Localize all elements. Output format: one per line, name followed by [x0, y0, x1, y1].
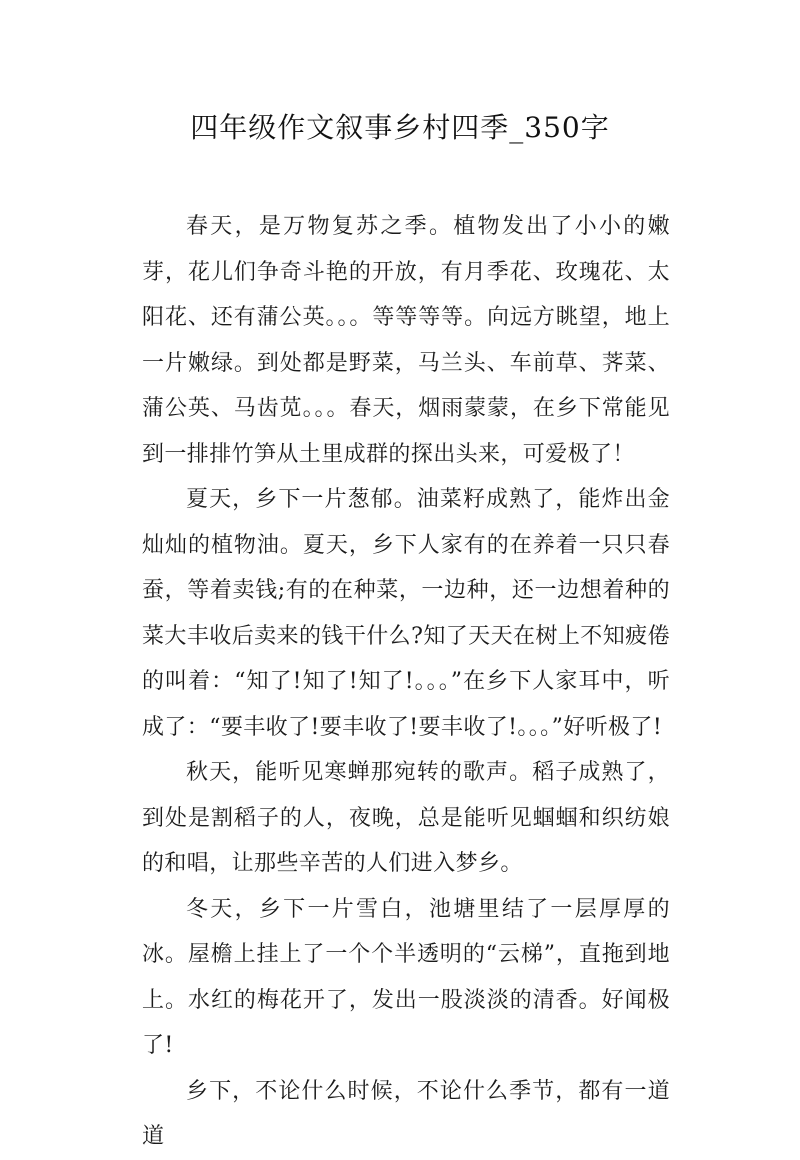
paragraph-winter: 冬天，乡下一片雪白，池塘里结了一层厚厚的冰。屋檐上挂上了一个个半透明的“云梯”，直拖到地上。水红的梅花开了，发出一股淡淡的清香。好闻极了!: [142, 896, 670, 1058]
paragraph-conclusion: 乡下，不论什么时候，不论什么季节，都有一道道: [142, 1078, 670, 1149]
paragraph-spring: 春天，是万物复苏之季。植物发出了小小的嫩芽，花儿们争奇斗艳的开放，有月季花、玫瑰花、太阳花、还有蒲公英。。。等等等等。向远方眺望，地上一片嫩绿。到处都是野菜，马兰头、车前草、荠菜、蒲公英、马齿苋。。。春天，烟雨蒙蒙，在乡下常能见到一排排竹笋从土里成群的探出头来，可爱极了！: [142, 214, 670, 467]
paragraph-summer: 夏天，乡下一片葱郁。油菜籽成熟了，能炸出金灿灿的植物油。夏天，乡下人家有的在养着一只只春蚕，等着卖钱;有的在种菜，一边种，还一边想着种的菜大丰收后卖来的钱干什么?知了天天在树上不知疲倦的叫着：“知了!知了!知了!。。。”在乡下人家耳中，听成了：“要丰收了!要丰收了!要丰收了!。。。”好听极了!: [142, 487, 670, 740]
document-title: 四年级作文叙事乡村四季_350字: [190, 111, 610, 144]
document-body: [142, 204, 670, 1160]
paragraph-autumn: 秋天，能听见寒蝉那宛转的歌声。稻子成熟了，到处是割稻子的人，夜晚，总是能听见蝈蝈和织纺娘的和唱，让那些辛苦的人们进入梦乡。: [142, 760, 670, 876]
